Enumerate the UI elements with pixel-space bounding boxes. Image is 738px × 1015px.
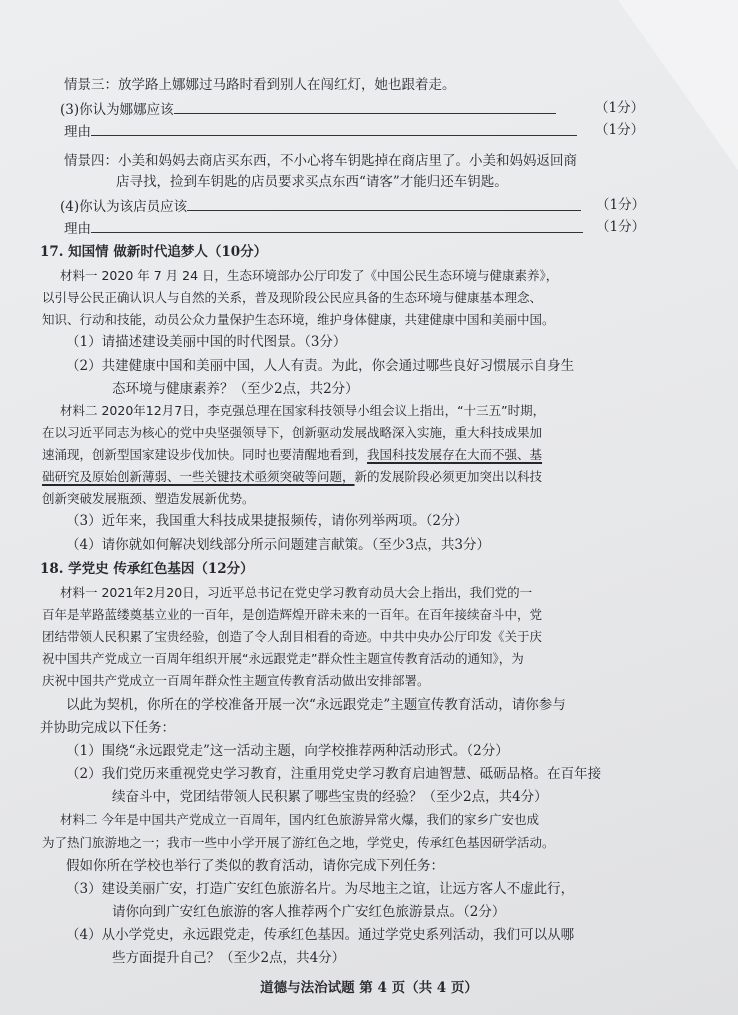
q17-m2-line-4: 础研究及原始创新薄弱、一些关键技术亟须突破等问题，新的发展阶段必须更加突出以科技: [42, 469, 543, 484]
q4-prompt: (4)你认为该店员应该: [60, 196, 581, 216]
q18-m1-line-3: 团结带领人民积累了宝贵经验，创造了令人刮目相看的奇迹。中共中央办公厅印发《关于庆: [42, 629, 543, 644]
q17-m2-line-2: 在以习近平同志为核心的党中央坚强领导下，创新驱动发展战略深入实施，重大科技成果加: [42, 425, 543, 440]
q4-answer-line[interactable]: [187, 196, 581, 211]
q17-m1-line-2: 以引导公民正确认识人与自然的关系，普及现阶段公民应具备的生态环境与健康基本理念、: [42, 290, 543, 305]
q3-score: （1分）: [595, 100, 645, 116]
scene-4-text-1: 情景四：小美和妈妈去商店买东西，不小心将车钥匙掉在商店里了。小美和妈妈返回商: [64, 153, 577, 169]
q18-sub-3b: 请你向到广安红色旅游的客人推荐两个广安红色旅游景点。（2分）: [112, 904, 506, 920]
q18-sub-1: （1）围绕“永远跟党走”这一活动主题，向学校推荐两种活动形式。（2分）: [66, 743, 509, 759]
scene-4-text-2: 店寻找，捡到车钥匙的店员要求买点东西“请客”才能归还车钥匙。: [116, 174, 508, 190]
q4-reason-score: （1分）: [596, 219, 646, 235]
q18-sub-2c: 续奋斗中，党团结带领人民积累了哪些宝贵的经验？（至少2点，共4分）: [112, 789, 548, 805]
q18-m1-line-5: 庆祝中国共产党成立一百周年群众性主题宣传教育活动做出安排部署。: [42, 673, 430, 688]
q18-sub-3a: （3）建设美丽广安，打造广安红色旅游名片。为尽地主之谊，让远方客人不虚此行，: [66, 881, 575, 897]
q17-m1-line-1: 材料一 2020 年 7 月 24 日，生态环境部办公厅印发了《中国公民生态环境与健康素养》，: [60, 268, 559, 283]
q17-sub-1: （1）请描述建设美丽中国的时代图景。（3分）: [66, 334, 347, 350]
q18-m1-line-2: 百年是苹路蓝缕奠基立业的一百年，是创造辉煌开辟未来的一百年。在百年接续奋斗中，党: [42, 607, 543, 622]
page-footer: 道德与法治试题 第 4 页（共 4 页）: [260, 980, 478, 996]
q17-title: 17. 知国情 做新时代追梦人（10分）: [40, 244, 268, 260]
q3-answer-line[interactable]: [174, 99, 556, 114]
q3-reason-score: （1分）: [595, 122, 645, 138]
q17-m1-line-3: 知识、行动和技能，动员公众力量保护生态环境，维护身体健康，共建健康中国和美丽中国。: [42, 312, 555, 327]
q17-sub-3: （3）近年来，我国重大科技成果捷报频传，请你列举两项。（2分）: [66, 513, 468, 529]
q17-m2-line-5: 创新突破发展瓶颈、塑造发展新优势。: [42, 491, 255, 506]
q18-para-2: 并协助完成以下任务：: [40, 720, 175, 736]
q18-m2-line-2: 为了热门旅游地之一；我市一些中小学开展了游红色之地，学党史，传承红色基因研学活动。: [42, 835, 555, 850]
q18-para-3: 假如你所在学校也举行了类似的教育活动，请你完成下列任务：: [66, 858, 444, 874]
q17-m2-line-1: 材料二 2020年12月7日，李克强总理在国家科技领导小组会议上指出，“十三五”时期，: [60, 403, 546, 418]
q4-reason: 理由: [64, 218, 583, 238]
q4-score: （1分）: [596, 197, 646, 213]
q3-reason-line[interactable]: [91, 121, 577, 136]
q18-m1-line-4: 祝中国共产党成立一百周年组织开展“永远跟党走”群众性主题宣传教育活动的通知》，为: [42, 651, 524, 666]
q18-m2-line-1: 材料二 今年是中国共产党成立一百周年，国内红色旅游异常火爆，我们的家乡广安也成: [60, 812, 539, 827]
q4-reason-line[interactable]: [91, 218, 583, 233]
q17-m2-line-3: 速涌现，创新型国家建设步伐加快。同时也要清醒地看到，我国科技发展存在大而不强、基: [42, 447, 543, 462]
q18-title: 18. 学党史 传承红色基因（12分）: [40, 561, 254, 577]
underlined-problem-part-2: 础研究及原始创新薄弱、一些关键技术亟须突破等问题，: [42, 469, 355, 484]
scene-3-text: 情景三：放学路上娜娜过马路时看到别人在闯红灯，她也跟着走。: [64, 77, 456, 93]
q3-prompt: (3)你认为娜娜应该: [60, 99, 556, 119]
q17-sub-4: （4）请你就如何解决划线部分所示问题建言献策。（至少3点，共3分）: [66, 537, 491, 553]
q18-para-1: 以此为契机，你所在的学校准备开展一次“永远跟党走”主题宣传教育活动，请你参与: [66, 697, 566, 713]
q3-reason: 理由: [64, 121, 577, 141]
q17-sub-2b: 态环境与健康素养？（至少2点，共2分）: [112, 381, 359, 397]
paper-fold: [618, 0, 738, 170]
underlined-problem-part-1: 我国科技发展存在大而不强、基: [367, 447, 543, 462]
q18-m1-line-1: 材料一 2021年2月20日，习近平总书记在党史学习教育动员大会上指出，我们党的一: [60, 585, 533, 600]
q17-sub-2a: （2）共建健康中国和美丽中国，人人有责。为此，你会通过哪些良好习惯展示自身生: [66, 358, 575, 374]
q18-sub-4a: （4）从小学党史，永远跟党走，传承红色基因。通过学党史系列活动，我们可以从哪: [66, 927, 575, 943]
q18-sub-2a: （2）我们党历来重视党史学习教育，注重用党史学习教育启迪智慧、砥砺品格。在百年接: [66, 766, 602, 782]
q18-sub-4b: 些方面提升自己？（至少2点，共4分）: [112, 950, 346, 966]
